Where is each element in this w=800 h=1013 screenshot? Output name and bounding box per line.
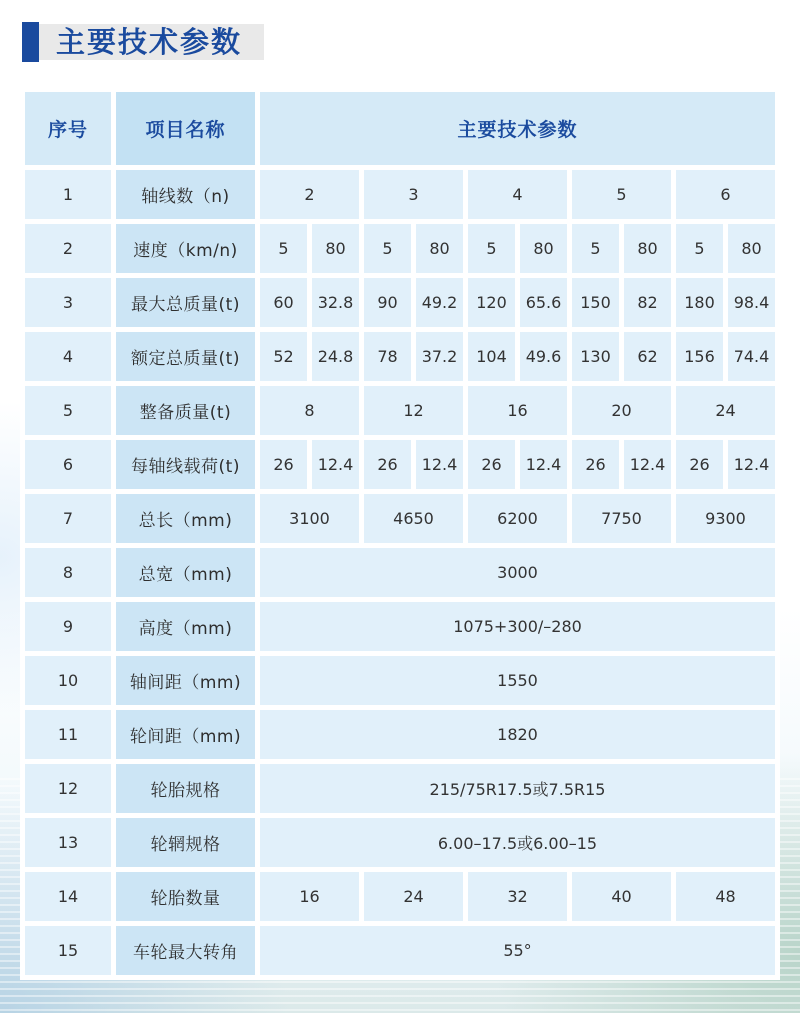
item-name-cell: 最大总质量(t) bbox=[116, 278, 255, 327]
value-cell: 52 bbox=[260, 332, 307, 381]
value-cell: 130 bbox=[572, 332, 619, 381]
value-cell: 9300 bbox=[676, 494, 775, 543]
row-number-cell: 1 bbox=[25, 170, 111, 219]
value-cell: 12.4 bbox=[520, 440, 567, 489]
item-name-cell: 速度（km/n) bbox=[116, 224, 255, 273]
item-name-cell: 总宽（mm) bbox=[116, 548, 255, 597]
row-number-cell: 13 bbox=[25, 818, 111, 867]
item-name-cell: 轴线数（n) bbox=[116, 170, 255, 219]
value-cell: 26 bbox=[572, 440, 619, 489]
item-name-cell: 高度（mm) bbox=[116, 602, 255, 651]
row-number-cell: 8 bbox=[25, 548, 111, 597]
value-cell: 12 bbox=[364, 386, 463, 435]
value-cell: 82 bbox=[624, 278, 671, 327]
value-cell: 12.4 bbox=[416, 440, 463, 489]
value-cell: 40 bbox=[572, 872, 671, 921]
value-cell: 16 bbox=[468, 386, 567, 435]
value-cell: 78 bbox=[364, 332, 411, 381]
row-number-cell: 7 bbox=[25, 494, 111, 543]
value-cell: 98.4 bbox=[728, 278, 775, 327]
value-cell: 6200 bbox=[468, 494, 567, 543]
row-number-cell: 5 bbox=[25, 386, 111, 435]
value-cell: 55° bbox=[260, 926, 775, 975]
spec-table bbox=[25, 92, 775, 975]
value-cell: 24 bbox=[364, 872, 463, 921]
value-cell: 12.4 bbox=[624, 440, 671, 489]
value-cell: 1820 bbox=[260, 710, 775, 759]
header-cell-no: 序号 bbox=[25, 92, 111, 165]
value-cell: 215/75R17.5或7.5R15 bbox=[260, 764, 775, 813]
value-cell: 1550 bbox=[260, 656, 775, 705]
value-cell: 32.8 bbox=[312, 278, 359, 327]
value-cell: 49.6 bbox=[520, 332, 567, 381]
value-cell: 150 bbox=[572, 278, 619, 327]
value-cell: 6.00–17.5或6.00–15 bbox=[260, 818, 775, 867]
value-cell: 37.2 bbox=[416, 332, 463, 381]
value-cell: 1075+300/–280 bbox=[260, 602, 775, 651]
value-cell: 8 bbox=[260, 386, 359, 435]
spec-table-panel bbox=[20, 87, 780, 980]
value-cell: 104 bbox=[468, 332, 515, 381]
value-cell: 5 bbox=[364, 224, 411, 273]
value-cell: 12.4 bbox=[728, 440, 775, 489]
row-number-cell: 6 bbox=[25, 440, 111, 489]
value-cell: 3000 bbox=[260, 548, 775, 597]
value-cell: 16 bbox=[260, 872, 359, 921]
value-cell: 12.4 bbox=[312, 440, 359, 489]
value-cell: 3100 bbox=[260, 494, 359, 543]
value-cell: 90 bbox=[364, 278, 411, 327]
value-cell: 48 bbox=[676, 872, 775, 921]
value-cell: 65.6 bbox=[520, 278, 567, 327]
value-cell: 6 bbox=[676, 170, 775, 219]
value-cell: 62 bbox=[624, 332, 671, 381]
value-cell: 2 bbox=[260, 170, 359, 219]
item-name-cell: 轴间距（mm) bbox=[116, 656, 255, 705]
value-cell: 4 bbox=[468, 170, 567, 219]
page-title: 主要技术参数 bbox=[39, 24, 264, 60]
value-cell: 80 bbox=[312, 224, 359, 273]
value-cell: 26 bbox=[260, 440, 307, 489]
row-number-cell: 11 bbox=[25, 710, 111, 759]
page-title-bar bbox=[0, 0, 800, 62]
row-number-cell: 4 bbox=[25, 332, 111, 381]
value-cell: 180 bbox=[676, 278, 723, 327]
value-cell: 7750 bbox=[572, 494, 671, 543]
value-cell: 26 bbox=[364, 440, 411, 489]
item-name-cell: 总长（mm) bbox=[116, 494, 255, 543]
value-cell: 4650 bbox=[364, 494, 463, 543]
value-cell: 26 bbox=[676, 440, 723, 489]
value-cell: 24 bbox=[676, 386, 775, 435]
value-cell: 5 bbox=[572, 224, 619, 273]
row-number-cell: 2 bbox=[25, 224, 111, 273]
value-cell: 24.8 bbox=[312, 332, 359, 381]
value-cell: 5 bbox=[468, 224, 515, 273]
value-cell: 20 bbox=[572, 386, 671, 435]
item-name-cell: 轮间距（mm) bbox=[116, 710, 255, 759]
title-accent-bar bbox=[22, 22, 39, 62]
value-cell: 5 bbox=[260, 224, 307, 273]
value-cell: 26 bbox=[468, 440, 515, 489]
value-cell: 156 bbox=[676, 332, 723, 381]
item-name-cell: 车轮最大转角 bbox=[116, 926, 255, 975]
header-cell-item: 项目名称 bbox=[116, 92, 255, 165]
value-cell: 80 bbox=[520, 224, 567, 273]
item-name-cell: 轮胎数量 bbox=[116, 872, 255, 921]
row-number-cell: 15 bbox=[25, 926, 111, 975]
value-cell: 3 bbox=[364, 170, 463, 219]
row-number-cell: 9 bbox=[25, 602, 111, 651]
value-cell: 120 bbox=[468, 278, 515, 327]
header-cell-params: 主要技术参数 bbox=[260, 92, 775, 165]
item-name-cell: 轮胎规格 bbox=[116, 764, 255, 813]
row-number-cell: 10 bbox=[25, 656, 111, 705]
value-cell: 60 bbox=[260, 278, 307, 327]
item-name-cell: 每轴线载荷(t) bbox=[116, 440, 255, 489]
value-cell: 5 bbox=[572, 170, 671, 219]
row-number-cell: 3 bbox=[25, 278, 111, 327]
item-name-cell: 轮辋规格 bbox=[116, 818, 255, 867]
item-name-cell: 额定总质量(t) bbox=[116, 332, 255, 381]
value-cell: 80 bbox=[416, 224, 463, 273]
item-name-cell: 整备质量(t) bbox=[116, 386, 255, 435]
value-cell: 5 bbox=[676, 224, 723, 273]
row-number-cell: 12 bbox=[25, 764, 111, 813]
row-number-cell: 14 bbox=[25, 872, 111, 921]
value-cell: 49.2 bbox=[416, 278, 463, 327]
value-cell: 74.4 bbox=[728, 332, 775, 381]
value-cell: 80 bbox=[624, 224, 671, 273]
value-cell: 80 bbox=[728, 224, 775, 273]
value-cell: 32 bbox=[468, 872, 567, 921]
